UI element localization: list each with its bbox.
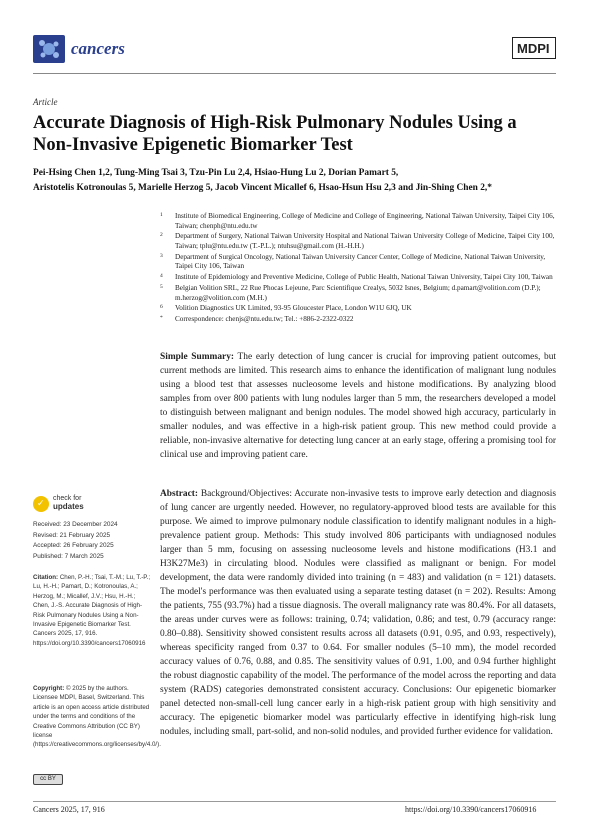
affiliation-number: 1 <box>160 212 163 218</box>
published-date: Published: 7 March 2025 <box>33 552 104 560</box>
affiliation-number: 2 <box>160 232 163 239</box>
revised-date: Revised: 21 February 2025 <box>33 531 111 539</box>
affiliation-number: 6 <box>160 304 163 311</box>
abstract-heading: Abstract: <box>160 489 199 499</box>
copyright-heading: Copyright: <box>33 685 65 692</box>
affiliation-number: 3 <box>160 252 163 259</box>
accepted-date: Accepted: 26 February 2025 <box>33 542 114 549</box>
affiliation-number: 5 <box>160 283 163 290</box>
affiliation-4 <box>160 273 555 283</box>
simple-summary-text: The early detection of lung cancer is crucial for improving patient outcomes, but current methods are limited. This research aims to enhance the identification of malignant lung nodules using a blood test that assesses nucleosome levels and histone modifications. By analyzing blood samples from over 800 patients with lung nodules larger than 5 mm, the researchers developed a model to distinguish between malignant and benign nodules. The model showed high accuracy, particularly in smaller nodules, and was effective in a high-risk patient group. This new method could provide a reliable, non-invasive alternative for detecting lung cancer at an early stage, offering a promising tool for clinical use and improving patient care. <box>160 352 556 460</box>
journal-logo <box>33 35 65 63</box>
affiliation-text: Belgian Volition SRL, 22 Rue Phocas Lejeune, Parc Scientifique Crealys, 5032 Isnes, Belgium; d.pamart@volition.com (D.P.); m.herzog@volition.com (M.H.) <box>175 283 541 302</box>
copyright <box>33 684 161 750</box>
check-for-updates-line1: check for <box>53 495 82 502</box>
authors-line-2 <box>33 181 558 196</box>
check-for-updates-button[interactable] <box>53 495 84 511</box>
footer-doi-link[interactable]: https://doi.org/10.3390/cancers17060916 <box>405 805 537 814</box>
citation-heading: Citation: <box>33 574 59 581</box>
author-list <box>33 166 558 196</box>
article-type: Article <box>33 97 58 107</box>
affiliation-number: 4 <box>160 273 163 280</box>
affiliation-5 <box>160 284 555 303</box>
authors-line-1-text: Pei-Hsing Chen 1,2, Tung-Ming Tsai 3, Tzu-Pin Lu 2,4, Hsiao-Hung Lu 2, Dorian Pamart 5, <box>33 168 399 178</box>
correspondence-text: Correspondence: chenjs@ntu.edu.tw; Tel.: +886-2-2322-0322 <box>175 315 354 324</box>
affiliation-text: Department of Surgical Oncology, National Taiwan University Cancer Center, College of Medicine, National Taiwan University, Taipei City 106, Taiwan <box>175 252 546 271</box>
checkmark-icon: ✓ <box>37 499 45 509</box>
page-title: Accurate Diagnosis of High-Risk Pulmonary Nodules Using a Non-Invasive Epigenetic Biomarker Test <box>33 113 517 155</box>
affiliation-3 <box>160 253 555 272</box>
citation-text[interactable]: Chen, P.-H.; Tsai, T.-M.; Lu, T.-P.; Lu, H.-H.; Pamart, D.; Kotronoulas, A.; Herzog, M.; Micallef, J.V.; Hsu, H.-H.; Chen, J.-S. Accurate Diagnosis of High-Risk Pulmonary Nodules Using a Non-Invasive Epigenetic Biomarker Test. Cancers 2025, 17, 916. https://doi.org/10.3390/cancers17060916 <box>33 574 151 647</box>
article-dates <box>33 520 118 562</box>
journal-name[interactable]: cancers <box>71 39 125 58</box>
affiliation-number: * <box>160 315 163 322</box>
affiliation-2 <box>160 232 555 251</box>
affiliation-6 <box>160 304 555 314</box>
header-divider <box>33 73 556 74</box>
affiliations <box>160 212 555 326</box>
cc-by-license-icon[interactable]: cc BY <box>33 774 63 785</box>
abstract <box>160 487 556 739</box>
check-for-updates-line2: updates <box>53 502 84 511</box>
footer-divider <box>33 801 556 802</box>
mdpi-logo[interactable] <box>517 41 550 56</box>
simple-summary <box>160 350 556 462</box>
affiliation-text: Volition Diagnostics UK Limited, 93-95 Gloucester Place, London W1U 6JQ, UK <box>175 304 412 313</box>
abstract-text: Background/Objectives: Accurate non-invasive tests to improve early detection and diagnosis of lung cancer are urgently needed. However, no regulatory-approved blood tests are available for this purpose. We aimed to improve pulmonary nodule classification to identify malignant nodules in a high-prevalence patient group. Methods: This study involved 806 participants with undiagnosed nodules larger than 5 mm, focusing on assessing nucleosome levels and histone modifications (H3.1 and H3K27Me3) in circulating blood. Nodules were classified as malignant or benign. For model development, the data were randomly divided into training (n = 483) and validation (n = 121) datasets. The model's performance was then evaluated using a separate testing dataset (n = 202). Results: Among the patients, 755 (93.7%) had a tissue diagnosis. The overall malignancy rate was 80.4%. For all datasets, the areas under curves were as follows: training, 0.74; validation, 0.86; and test, 0.79 (accuracy range: 0.80–0.88). Sensitivity showed consistent results across all datasets (0.91, 0.95, and 0.93, respectively), whereas specificity ranged from 0.37 to 0.64. For smaller nodules (5–10 mm), the model recorded accuracy values of 0.76, 0.88, and 0.85. The sensitivity values of 0.91, 1.00, and 0.94 further highlight the robust diagnostic capability of the model. The performance of the model across the reporting and data system (RADS) categories demonstrated consistent accuracy. Conclusions: Our epigenetic biomarker panel detected non-small-cell lung cancer early in a high-risk patient group with high sensitivity and accuracy. The epigenetic biomarker model was particularly effective in identifying high-risk lung nodules, including small, part-solid, and non-solid nodules, and provided further evidence for validation. <box>160 489 556 737</box>
affiliation-text: Department of Surgery, National Taiwan University Hospital and National Taiwan University College of Medicine, Taipei City 100, Taiwan; tplu@ntu.edu.tw (T.-P.L.); ntuhsu@gmail.com (H.-H.H.) <box>175 232 555 250</box>
affiliation-text: Institute of Epidemiology and Preventive Medicine, College of Public Health, National Taiwan University, Taipei City 100, Taiwan <box>175 273 553 282</box>
simple-summary-heading: Simple Summary: <box>160 352 235 362</box>
footer-citation: Cancers 2025, 17, 916 <box>33 805 105 814</box>
received-date: Received: 23 December 2024 <box>33 521 118 528</box>
copyright-text: © 2025 by the authors. Licensee MDPI, Basel, Switzerland. This article is an open access article distributed under the terms and conditions of the Creative Commons Attribution (CC BY) license (https://creativecommons.org/licenses/by/4.0/). <box>33 685 161 749</box>
citation <box>33 573 151 648</box>
publisher-name: MDPI <box>517 41 550 56</box>
correspondence <box>160 315 555 325</box>
authors-line-2-text: Aristotelis Kotronoulas 5, Marielle Herzog 5, Jacob Vincent Micallef 6, Hsao-Hsun Hsu 2,3 and Jin-Shing Chen 2,* <box>33 183 492 193</box>
affiliation-1 <box>160 212 555 231</box>
authors-line-1 <box>33 166 558 181</box>
affiliation-text: Institute of Biomedical Engineering, College of Medicine and College of Engineering, National Taiwan University, Taipei City 106, Taiwan; chenph@ntu.edu.tw <box>175 212 555 230</box>
